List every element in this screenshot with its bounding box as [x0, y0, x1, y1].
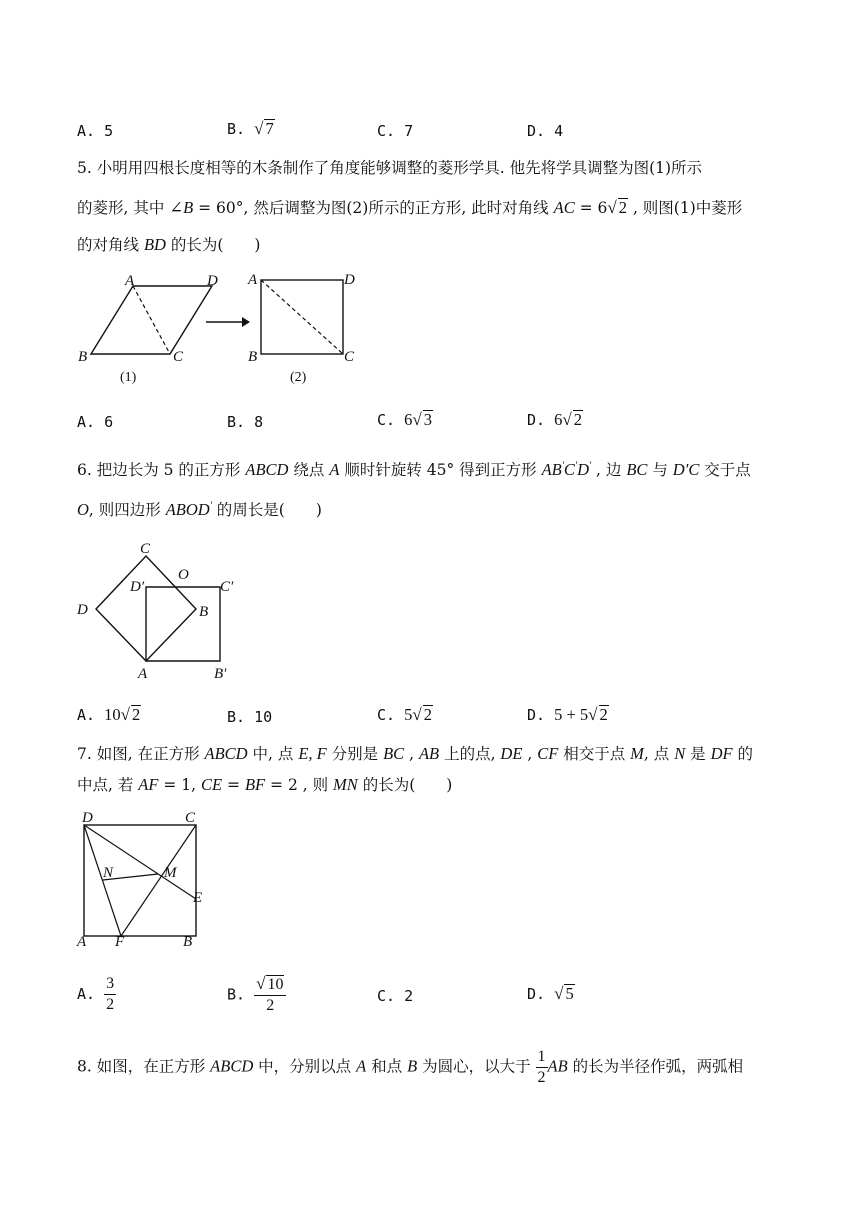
q7-stem-line2: 中点, 若 AF = 1, CE = BF = 2 , 则 MN 的长为( )	[77, 775, 453, 794]
svg-text:F: F	[115, 934, 125, 950]
svg-text:C: C	[344, 349, 355, 365]
q5-stem-line1: 5. 小明用四根长度相等的木条制作了角度能够调整的菱形学具. 他先将学具调整为图(1)所示	[77, 159, 703, 177]
svg-text:D: D	[344, 272, 355, 288]
svg-text:N: N	[103, 865, 114, 881]
q6-stem-line1: 6. 把边长为 5 的正方形 ABCD 绕点 A 顺时针旋转 45° 得到正方形 AB'C'D' , 边 BC 与 D′C 交于点	[77, 460, 751, 479]
q4-option-b[interactable]: B. √ 7	[227, 119, 274, 138]
q5-figure	[70, 268, 370, 393]
q6-option-a[interactable]: A. 10√ 2	[77, 705, 141, 724]
svg-text:A: A	[77, 934, 87, 950]
square-figure-2	[247, 272, 355, 385]
svg-text:C: C	[185, 810, 196, 826]
svg-text:C: C	[140, 541, 151, 557]
q8-stem-line1: 8. 如图，在正方形 ABCD 中，分别以点 A 和点 B 为圆心，以大于 $\frac{1}{2}$ AB 的长为半径作弧，两弧相	[77, 1048, 744, 1086]
svg-text:B: B	[183, 934, 193, 950]
svg-text:B: B	[248, 349, 258, 365]
svg-text:M: M	[164, 865, 177, 881]
q4-option-d[interactable]: D. 4	[527, 122, 564, 140]
q7-option-a[interactable]: A. $\frac{3}{2}$	[77, 975, 115, 1013]
q5-option-b[interactable]: B. 8	[227, 413, 264, 431]
square-abcd	[84, 825, 196, 936]
q4-option-c[interactable]: C. 7	[377, 122, 414, 140]
q5-option-d[interactable]: D. 6√ 2	[527, 410, 582, 429]
svg-text:C′: C′	[220, 579, 234, 595]
svg-text:D: D	[207, 273, 218, 289]
q5-option-c[interactable]: C. 6√ 3	[377, 410, 432, 429]
svg-text:D: D	[82, 810, 93, 826]
svg-text:C: C	[173, 349, 184, 365]
q7-option-c[interactable]: C. 2	[377, 987, 414, 1005]
svg-text:D′: D′	[130, 579, 145, 595]
svg-text:A: A	[138, 666, 148, 682]
svg-text:B: B	[199, 604, 209, 620]
svg-text:O: O	[178, 567, 189, 583]
svg-text:A: A	[125, 273, 135, 289]
svg-text:D: D	[77, 602, 88, 618]
svg-text:B′: B′	[214, 666, 227, 682]
q6-option-d[interactable]: D. 5 + 5√ 2	[527, 705, 608, 724]
q5-option-a[interactable]: A. 6	[77, 413, 114, 431]
q7-stem-line1: 7. 如图, 在正方形 ABCD 中, 点 E, F 分别是 BC , AB 上的点, DE , CF 相交于点 M, 点 N 是 DF 的	[77, 744, 753, 763]
arrow-icon	[206, 317, 250, 327]
q6-figure	[70, 532, 250, 687]
q5-stem-line3: 的对角线 BD 的长为( )	[77, 235, 261, 254]
q4-option-a[interactable]: A. 5	[77, 122, 114, 140]
q6-stem-line2: O, 则四边形 ABOD' 的周长是( )	[77, 500, 322, 519]
fig1-label: (1)	[120, 370, 137, 385]
q6-option-b[interactable]: B. 10	[227, 708, 273, 726]
svg-text:E: E	[193, 890, 203, 906]
q7-option-b[interactable]: B. $\frac{√ 10}{2}$	[227, 974, 286, 1016]
rhombus-figure-1	[78, 273, 218, 385]
q6-option-c[interactable]: C. 5√ 2	[377, 705, 432, 724]
q5-stem-line2: 的菱形, 其中 ∠B = 60°, 然后调整为图(2)所示的正方形, 此时对角线 AC = 6√ 2 , 则图(1)中菱形	[77, 198, 743, 217]
svg-text:B: B	[78, 349, 88, 365]
q7-figure	[70, 806, 220, 956]
q7-option-d[interactable]: D. √ 5	[527, 984, 574, 1003]
svg-text:A: A	[248, 272, 258, 288]
fig2-label: (2)	[290, 370, 307, 385]
